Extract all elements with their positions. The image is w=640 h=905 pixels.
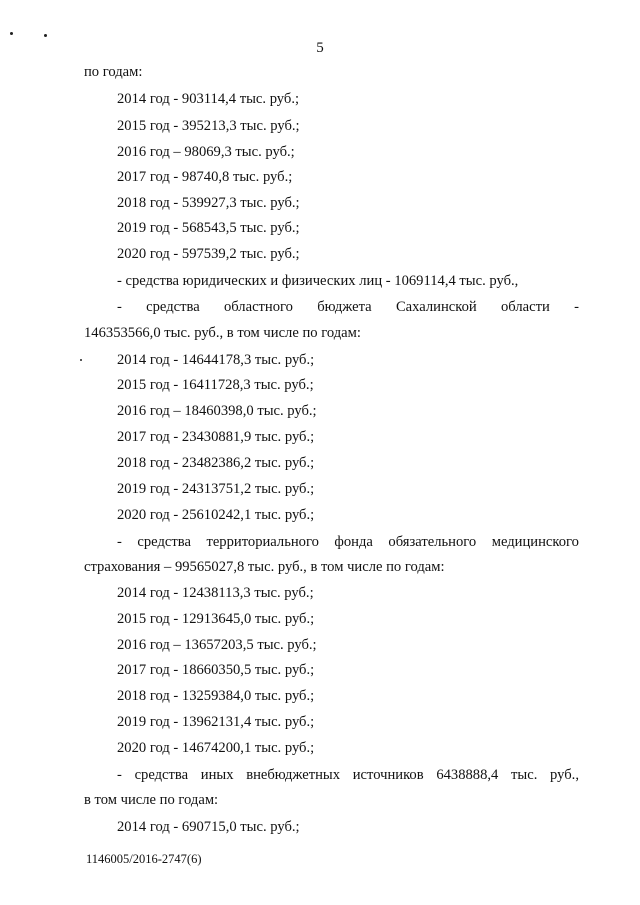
year-line: 2017 год - 23430881,9 тыс. руб.;: [117, 429, 315, 445]
year-line: 2017 год - 18660350,5 тыс. руб.;: [117, 662, 315, 678]
year-line: 2015 год - 395213,3 тыс. руб.;: [117, 118, 300, 134]
year-line: 2014 год - 903114,4 тыс. руб.;: [117, 91, 300, 107]
year-line: 2014 год - 690715,0 тыс. руб.;: [117, 819, 300, 835]
word: области: [500, 299, 550, 315]
word: -: [574, 299, 579, 315]
word: тыс.: [511, 767, 538, 783]
word: -: [117, 534, 122, 550]
intro-line: по годам:: [84, 64, 143, 80]
word: областного: [223, 299, 293, 315]
scan-dot: [44, 34, 47, 37]
year-line: 2020 год - 25610242,1 тыс. руб.;: [117, 507, 315, 523]
year-line: 2019 год - 13962131,4 тыс. руб.;: [117, 714, 315, 730]
year-line: 2020 год - 14674200,1 тыс. руб.;: [117, 740, 315, 756]
word: -: [117, 299, 122, 315]
word: руб.,: [550, 767, 579, 783]
year-line: 2016 год – 13657203,5 тыс. руб.;: [117, 637, 317, 653]
territorial-fund-continuation: страхования – 99565027,8 тыс. руб., в том числе по годам:: [84, 559, 445, 575]
year-line: 2020 год - 597539,2 тыс. руб.;: [117, 246, 300, 262]
word: территориального: [206, 534, 319, 550]
word: источников: [352, 767, 424, 783]
year-line: 2015 год - 12913645,0 тыс. руб.;: [117, 611, 315, 627]
year-line: 2018 год - 539927,3 тыс. руб.;: [117, 195, 300, 211]
other-sources-continuation: в том числе по годам:: [84, 792, 219, 808]
word: внебюджетных: [246, 767, 341, 783]
other-sources-line: [117, 765, 579, 785]
word: 6438888,4: [436, 767, 499, 783]
year-line: 2016 год – 18460398,0 тыс. руб.;: [117, 403, 317, 419]
word: бюджета: [317, 299, 372, 315]
legal-entities-line: - средства юридических и физических лиц - 1069114,4 тыс. руб.,: [117, 273, 519, 289]
year-line: 2016 год – 98069,3 тыс. руб.;: [117, 144, 295, 160]
scan-dot: [10, 32, 13, 35]
year-line: 2019 год - 24313751,2 тыс. руб.;: [117, 481, 315, 497]
word: средства: [134, 767, 189, 783]
regional-budget-continuation: 146353566,0 тыс. руб., в том числе по годам:: [84, 325, 361, 341]
year-line: 2019 год - 568543,5 тыс. руб.;: [117, 220, 300, 236]
word: средства: [137, 534, 191, 550]
word: средства: [146, 299, 200, 315]
year-line: 2018 год - 13259384,0 тыс. руб.;: [117, 688, 315, 704]
year-line: 2017 год - 98740,8 тыс. руб.;: [117, 169, 293, 185]
word: -: [117, 767, 122, 783]
word: Сахалинской: [395, 299, 477, 315]
year-line: 2015 год - 16411728,3 тыс. руб.;: [117, 377, 314, 393]
word: фонда: [334, 534, 373, 550]
word: иных: [200, 767, 234, 783]
regional-budget-line: [117, 297, 579, 317]
page-number: 5: [316, 40, 324, 56]
year-line: 2014 год - 14644178,3 тыс. руб.;: [117, 352, 315, 368]
word: обязательного: [388, 534, 477, 550]
territorial-fund-line: [117, 532, 579, 552]
word: медицинского: [491, 534, 579, 550]
year-line: 2018 год - 23482386,2 тыс. руб.;: [117, 455, 315, 471]
document-code: 1146005/2016-2747(6): [86, 852, 202, 866]
year-line: 2014 год - 12438113,3 тыс. руб.;: [117, 585, 314, 601]
